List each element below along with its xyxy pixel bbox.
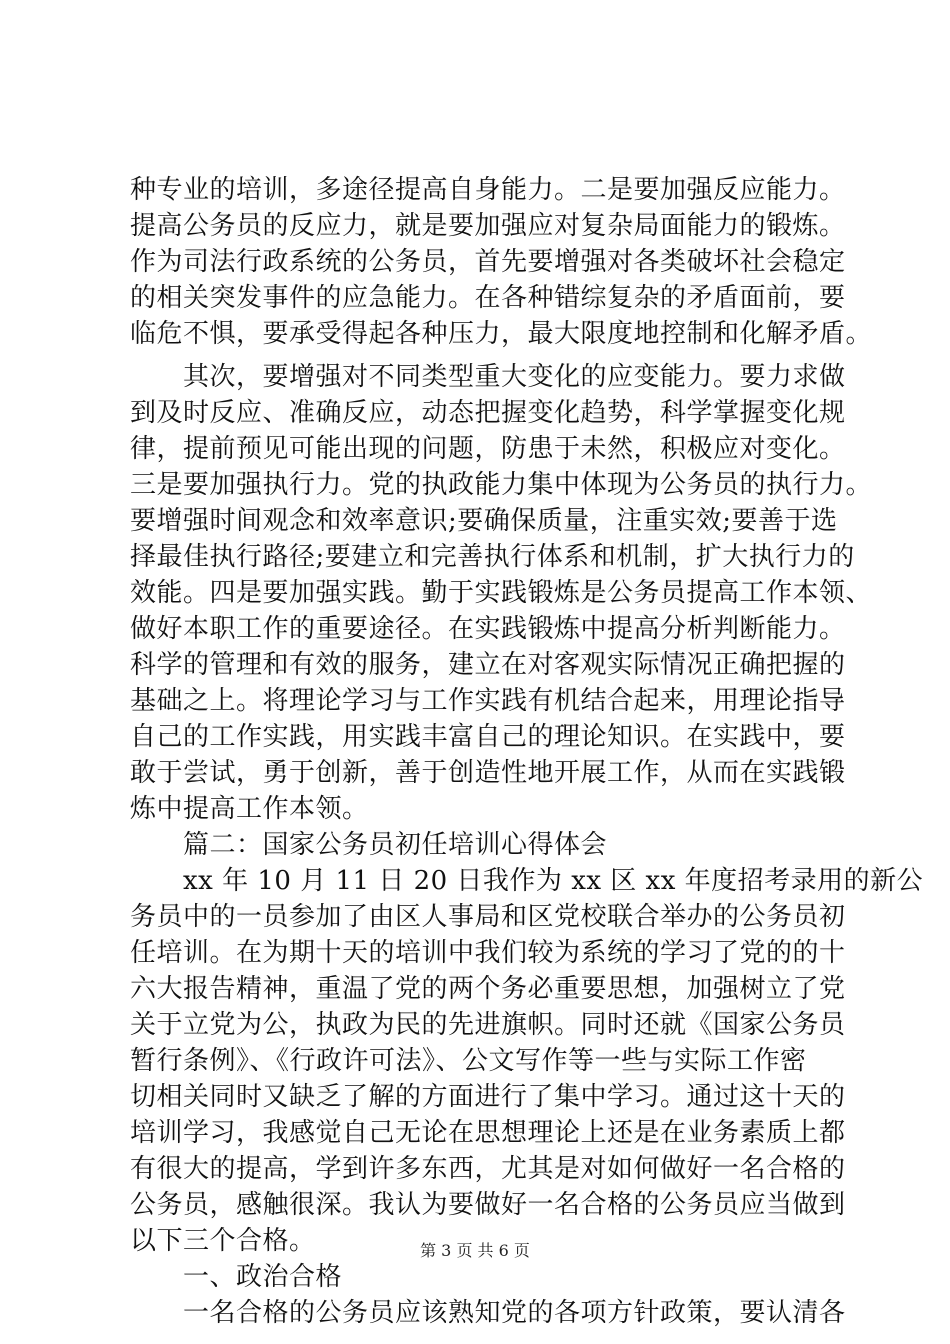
text-line: 关于立党为公，执政为民的先进旗帜。同时还就《国家公务员 <box>130 1010 846 1040</box>
text-line: 炼中提高工作本领。 <box>130 794 369 824</box>
section-heading: 一、政治合格 <box>130 1262 343 1292</box>
text-line: 科学的管理和有效的服务，建立在对客观实际情况正确把握的 <box>130 650 846 680</box>
text-line: 三是要加强执行力。党的执政能力集中体现为公务员的执行力。 <box>130 470 873 500</box>
text-line: 自己的工作实践，用实践丰富自己的理论知识。在实践中，要 <box>130 722 846 752</box>
text-line: 切相关同时又缺乏了解的方面进行了集中学习。通过这十天的 <box>130 1082 846 1112</box>
section-heading: 篇二：国家公务员初任培训心得体会 <box>130 830 608 860</box>
text-line: 六大报告精神，重温了党的两个务必重要思想，加强树立了党 <box>130 974 846 1004</box>
text-line: 敢于尝试，勇于创新，善于创造性地开展工作，从而在实践锻 <box>130 758 846 788</box>
text-line: xx 年 10 月 11 日 20 日我作为 xx 区 xx 年度招考录用的新公 <box>130 866 924 896</box>
text-line: 提高公务员的反应力，就是要加强应对复杂局面能力的锻炼。 <box>130 211 846 241</box>
text-line: 基础之上。将理论学习与工作实践有机结合起来，用理论指导 <box>130 686 846 716</box>
text-line: 的相关突发事件的应急能力。在各种错综复杂的矛盾面前，要 <box>130 283 846 313</box>
text-line: 暂行条例》、《行政许可法》、公文写作等一些与实际工作密 <box>130 1046 807 1076</box>
text-line: 一名合格的公务员应该熟知党的各项方针政策，要认清各 <box>130 1298 846 1328</box>
text-line: 临危不惧，要承受得起各种压力，最大限度地控制和化解矛盾。 <box>130 319 873 349</box>
text-line: 以下三个合格。 <box>130 1226 316 1256</box>
text-line: 做好本职工作的重要途径。在实践锻炼中提高分析判断能力。 <box>130 614 846 644</box>
text-line: 律，提前预见可能出现的问题，防患于未然，积极应对变化。 <box>130 434 846 464</box>
text-line: 种专业的培训，多途径提高自身能力。二是要加强反应能力。 <box>130 175 846 205</box>
text-line: 培训学习，我感觉自己无论在思想理论上还是在业务素质上都 <box>130 1118 846 1148</box>
text-line: 作为司法行政系统的公务员，首先要增强对各类破坏社会稳定 <box>130 247 846 277</box>
text-line: 公务员，感触很深。我认为要做好一名合格的公务员应当做到 <box>130 1190 846 1220</box>
text-line: 务员中的一员参加了由区人事局和区党校联合举办的公务员初 <box>130 902 846 932</box>
page-number: 第 3 页 共 6 页 <box>420 1241 530 1260</box>
text-line: 到及时反应、准确反应，动态把握变化趋势，科学掌握变化规 <box>130 398 846 428</box>
text-line: 任培训。在为期十天的培训中我们较为系统的学习了党的的十 <box>130 938 846 968</box>
text-line: 有很大的提高，学到许多东西，尤其是对如何做好一名合格的 <box>130 1154 846 1184</box>
text-line: 其次，要增强对不同类型重大变化的应变能力。要力求做 <box>130 362 846 392</box>
text-line: 择最佳执行路径;要建立和完善执行体系和机制，扩大执行力的 <box>130 542 855 572</box>
text-line: 效能。四是要加强实践。勤于实践锻炼是公务员提高工作本领、 <box>130 578 873 608</box>
text-line: 要增强时间观念和效率意识;要确保质量，注重实效;要善于选 <box>130 506 838 536</box>
